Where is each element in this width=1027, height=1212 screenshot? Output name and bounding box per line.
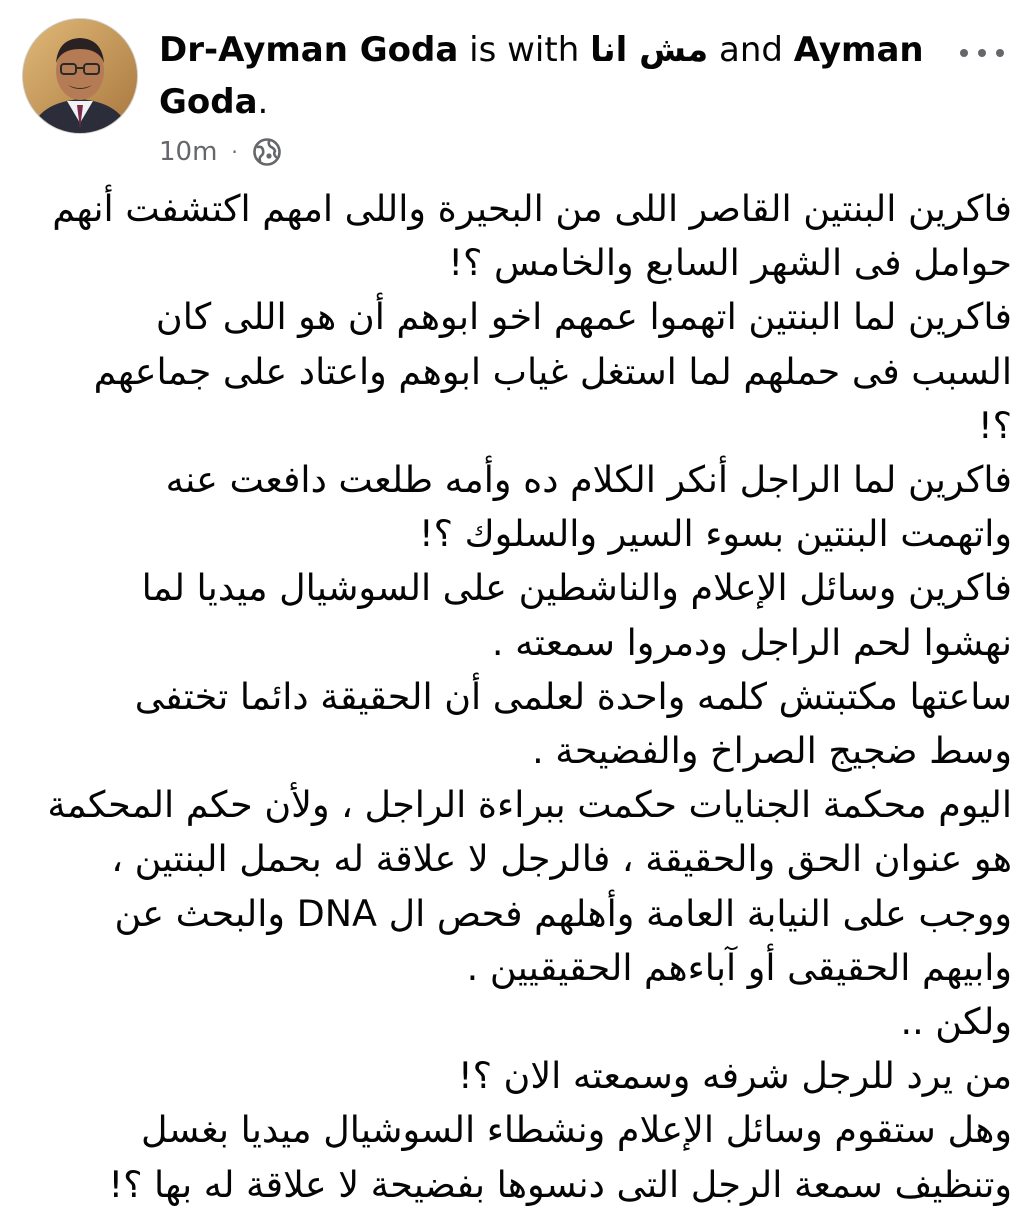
post-meta xyxy=(159,134,282,170)
more-dot xyxy=(978,49,986,57)
tagged-user-2-link[interactable]: Ayman Goda xyxy=(159,30,924,122)
tagged-user-1-link[interactable]: مش انا xyxy=(590,30,709,70)
post-text-line: فاكرين لما البنتين اتهموا عمهم اخو ابوهم أن هو اللى كان xyxy=(155,295,1012,339)
avatar-image xyxy=(23,19,137,133)
meta-separator: · xyxy=(231,140,238,164)
post-text-line: حوامل فى الشهر السابع والخامس ؟! xyxy=(448,241,1012,285)
post-text-line: ولكن .. xyxy=(900,1000,1012,1044)
post-text-line: وسط ضجيج الصراخ والفضيحة . xyxy=(532,729,1012,773)
post-text-line: ساعتها مكتبتش كلمه واحدة لعلمى أن الحقيقة دائما تختفى xyxy=(134,674,1012,718)
period-text: . xyxy=(257,82,269,122)
post-text-line: ووجب على النيابة العامة وأهلهم فحص ال DNA والبحث عن xyxy=(114,891,1012,935)
post-text-line: فاكرين وسائل الإعلام والناشطين على السوشيال ميديا لما xyxy=(141,566,1012,610)
post-text-line: من يرد للرجل شرفه وسمعته الان ؟! xyxy=(457,1054,1012,1098)
globe-icon[interactable] xyxy=(252,137,282,167)
more-dot xyxy=(996,49,1004,57)
post-timestamp[interactable]: 10m xyxy=(159,137,218,167)
post-text-line: فاكرين لما الراجل أنكر الكلام ده وأمه طلعت دافعت عنه xyxy=(165,458,1012,502)
and-text: and xyxy=(719,30,783,70)
with-text: is with xyxy=(469,30,580,70)
more-options-icon[interactable] xyxy=(960,38,1004,68)
post-author-line xyxy=(159,24,949,128)
post-text-line: وابيهم الحقيقى أو آباءهم الحقيقيين . xyxy=(466,945,1012,989)
author-avatar[interactable] xyxy=(22,18,138,134)
post-text-line: نهشوا لحم الراجل ودمروا سمعته . xyxy=(491,620,1012,664)
post-text-line: واتهمت البنتين بسوء السير والسلوك ؟! xyxy=(418,512,1012,556)
post-text-line: وتنظيف سمعة الرجل التى دنسوها بفضيحة لا علاقة له بها ؟! xyxy=(108,1162,1012,1206)
post-text-line: اليوم محكمة الجنايات حكمت ببراءة الراجل ، ولأن حكم المحكمة xyxy=(47,783,1012,827)
post-text-line: هو عنوان الحق والحقيقة ، فالرجل لا علاقة له بحمل البنتين ، xyxy=(111,837,1012,881)
more-dot xyxy=(960,49,968,57)
post-body xyxy=(30,182,1012,1212)
author-name-link[interactable]: Dr-Ayman Goda xyxy=(159,30,459,70)
post-header xyxy=(22,14,1012,174)
post-text-line: وهل ستقوم وسائل الإعلام ونشطاء السوشيال ميديا بغسل xyxy=(141,1108,1012,1152)
post-text-line: ؟! xyxy=(977,403,1012,447)
post-text-line: السبب فى حملهم لما استغل غياب ابوهم واعتاد على جماعهم xyxy=(93,349,1012,393)
post-text-line: فاكرين البنتين القاصر اللى من البحيرة واللى امهم اكتشفت أنهم xyxy=(52,187,1012,230)
